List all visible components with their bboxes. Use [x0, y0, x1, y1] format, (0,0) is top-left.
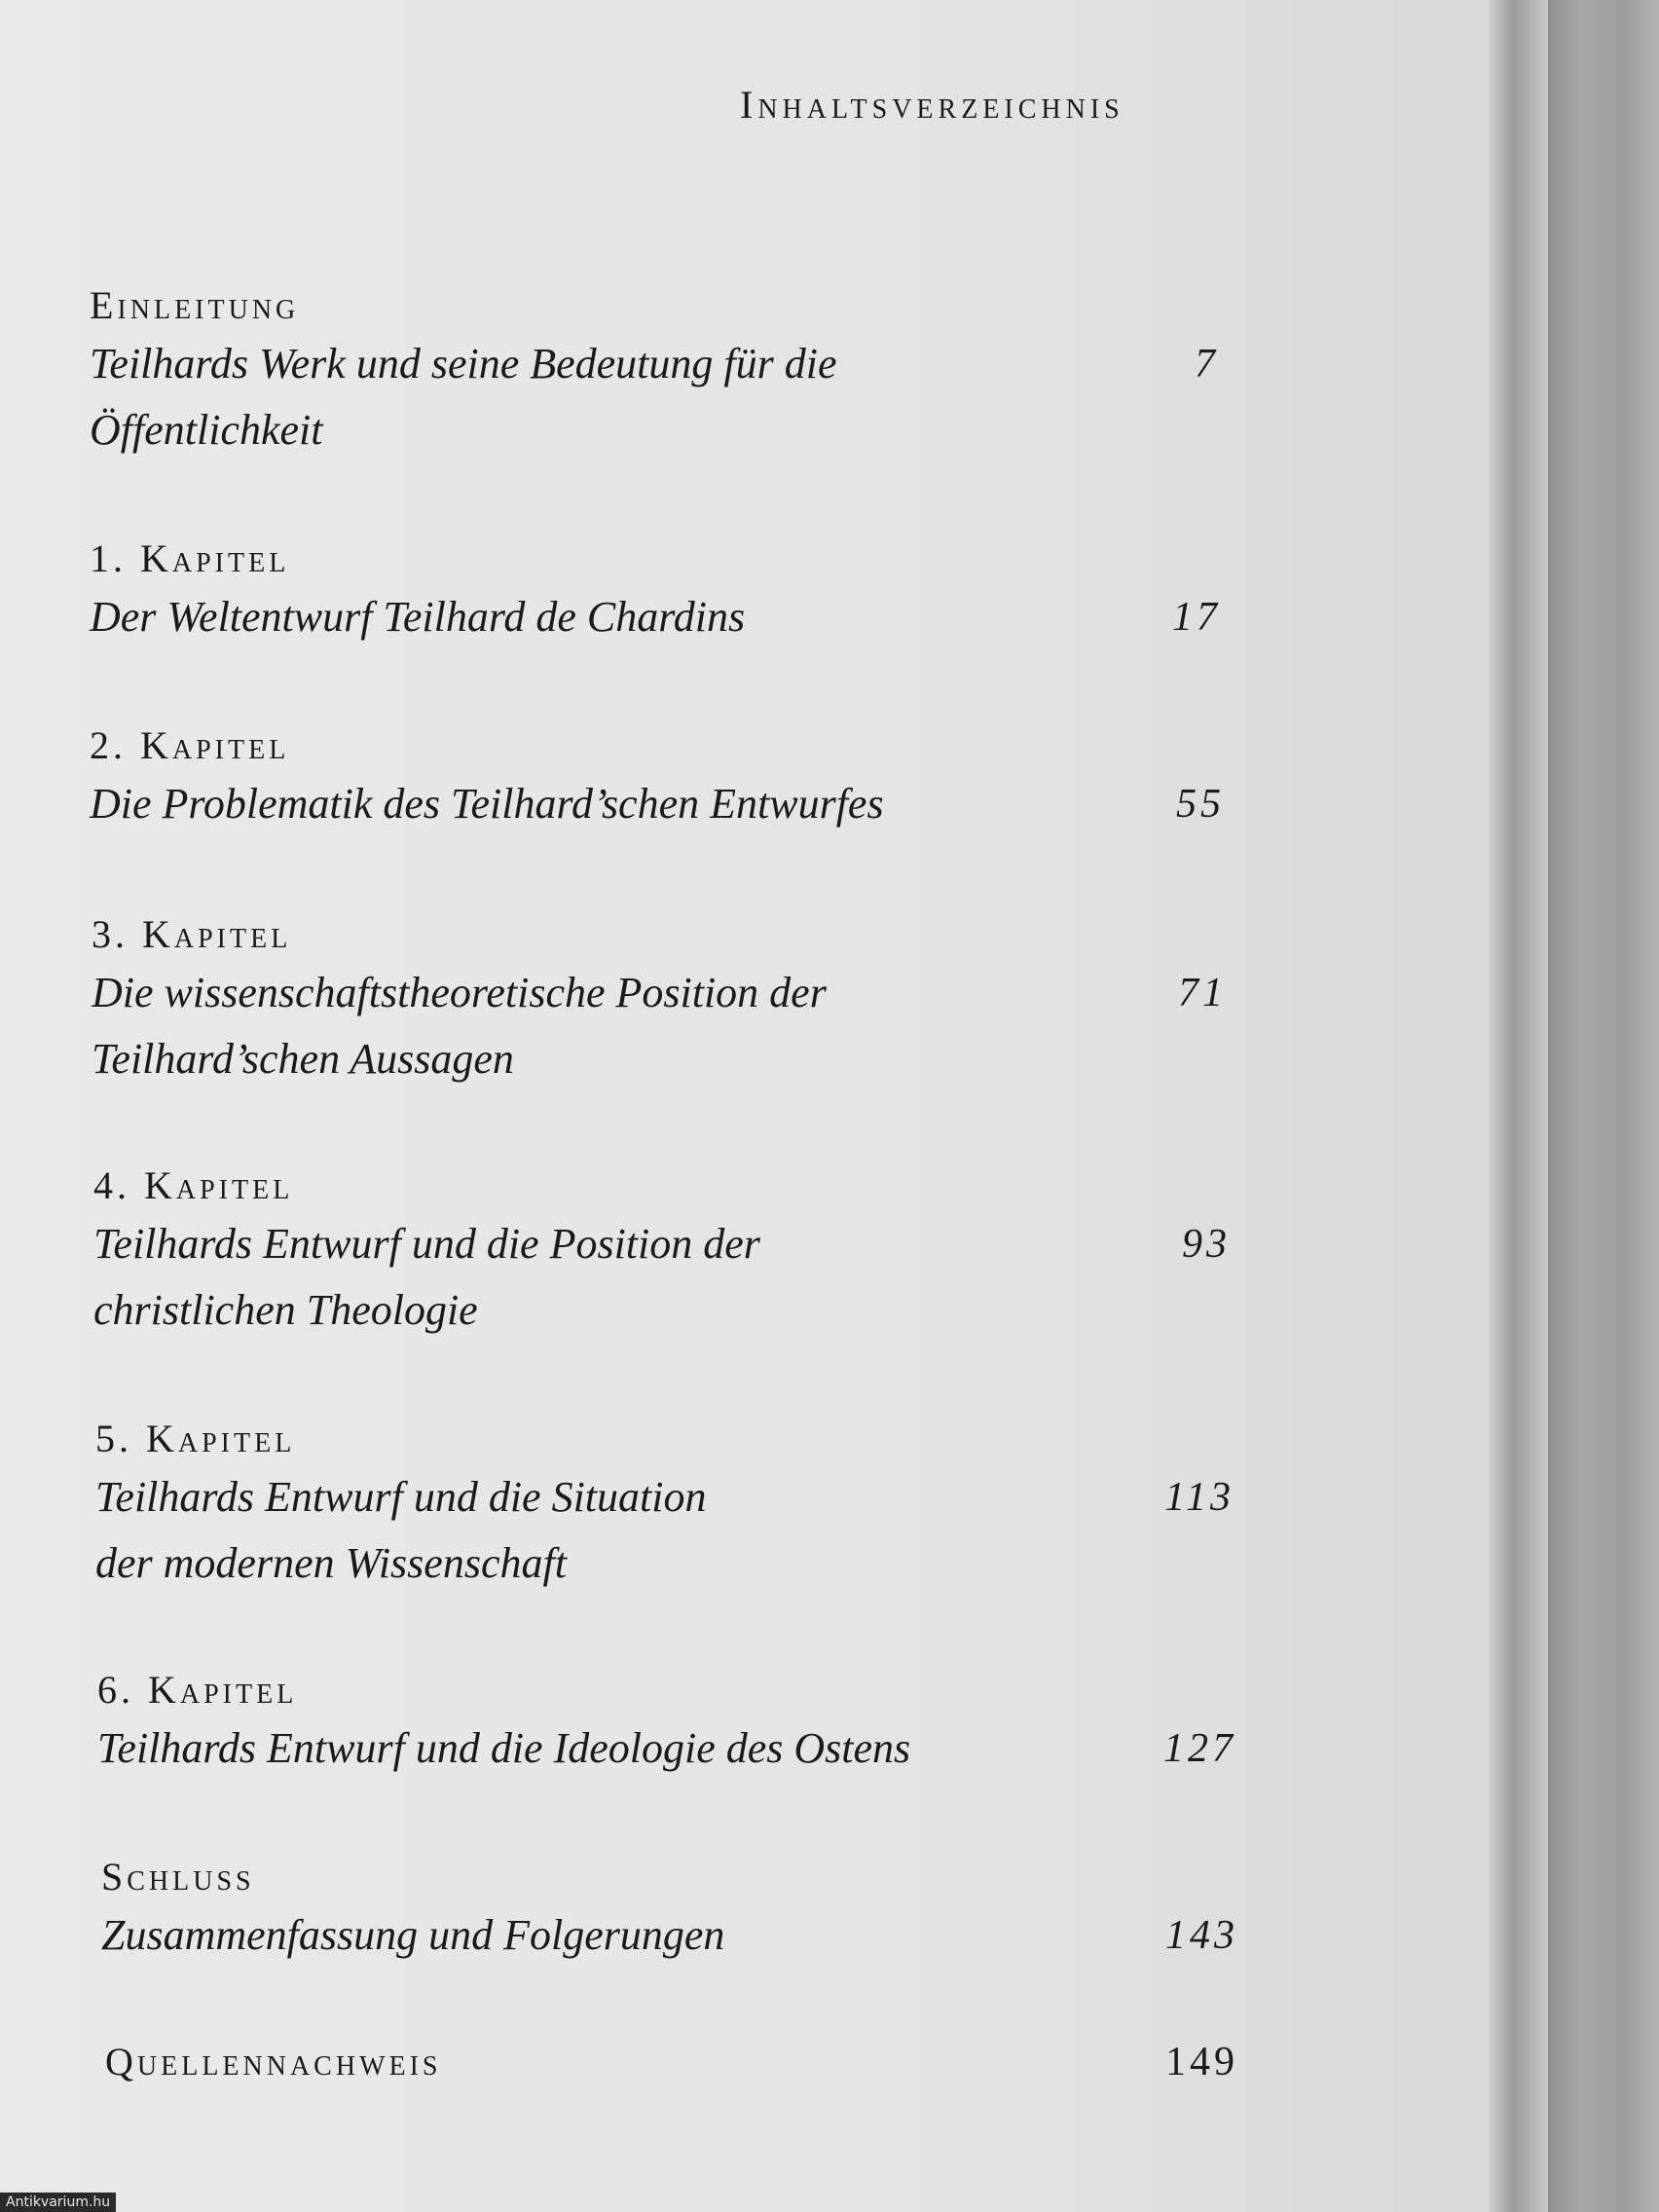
entry-title-line: Der Weltentwurf Teilhard de Chardins 17	[90, 584, 1221, 650]
page-number: 71	[1178, 971, 1227, 1015]
entry-title-line: Teilhards Entwurf und die Situation 113	[95, 1464, 1235, 1530]
page-number: 17	[1172, 595, 1221, 640]
watermark: Antikvarium.hu	[0, 2193, 116, 2212]
entry-heading: 4. Kapitel	[93, 1163, 294, 1207]
entry-heading: Quellennachweis 149	[105, 2037, 1238, 2087]
page-number: 149	[1165, 2040, 1238, 2084]
page-number: 55	[1176, 782, 1225, 827]
page-title: Inhaltsverzeichnis	[740, 83, 1124, 127]
entry-heading: Einleitung	[90, 283, 300, 327]
entry-heading: 2. Kapitel	[90, 723, 290, 767]
entry-title-line: Teilhards Entwurf und die Ideologie des Ostens 127	[97, 1715, 1236, 1782]
page-edge	[1490, 0, 1548, 2212]
toc-entry-introduction	[90, 280, 1219, 463]
background-strip	[1548, 0, 1659, 2212]
entry-title-line: Zusammenfassung und Folgerungen 143	[101, 1902, 1238, 1969]
entry-heading: 1. Kapitel	[90, 536, 290, 580]
toc-entry-sources	[105, 2037, 1238, 2087]
page-number: 113	[1164, 1475, 1235, 1520]
entry-title-line: Die Problematik des Teilhard’schen Entwurfes 55	[90, 771, 1225, 837]
entry-heading: 5. Kapitel	[95, 1417, 296, 1460]
toc-entry-chapter-5	[95, 1414, 1235, 1597]
page-number: 143	[1165, 1913, 1238, 1958]
entry-title-line: Öffentlichkeit	[90, 406, 323, 454]
toc-entry-chapter-6	[97, 1665, 1236, 1782]
page-number: 93	[1182, 1222, 1231, 1267]
toc-entry-chapter-3	[92, 909, 1227, 1092]
entry-title-line: Teilhards Werk und seine Bedeutung für die 7	[90, 331, 1219, 397]
entry-title-line: Die wissenschaftstheoretische Position der 71	[92, 960, 1227, 1026]
page-number: 7	[1195, 342, 1219, 387]
toc-entry-conclusion	[101, 1852, 1238, 1969]
toc-entry-chapter-4	[93, 1161, 1231, 1344]
toc-entry-chapter-1	[90, 534, 1221, 650]
entry-title-line: Teilhards Entwurf und die Position der 93	[93, 1211, 1231, 1277]
entry-heading: 3. Kapitel	[92, 912, 292, 956]
entry-title-line: christlichen Theologie	[93, 1286, 478, 1334]
toc-entry-chapter-2	[90, 720, 1225, 837]
entry-heading: 6. Kapitel	[97, 1668, 298, 1712]
entry-title-line: der modernen Wissenschaft	[95, 1539, 567, 1587]
page-number: 127	[1163, 1726, 1236, 1771]
entry-title-line: Teilhard’schen Aussagen	[92, 1035, 514, 1083]
entry-heading: Schluss	[101, 1855, 255, 1899]
